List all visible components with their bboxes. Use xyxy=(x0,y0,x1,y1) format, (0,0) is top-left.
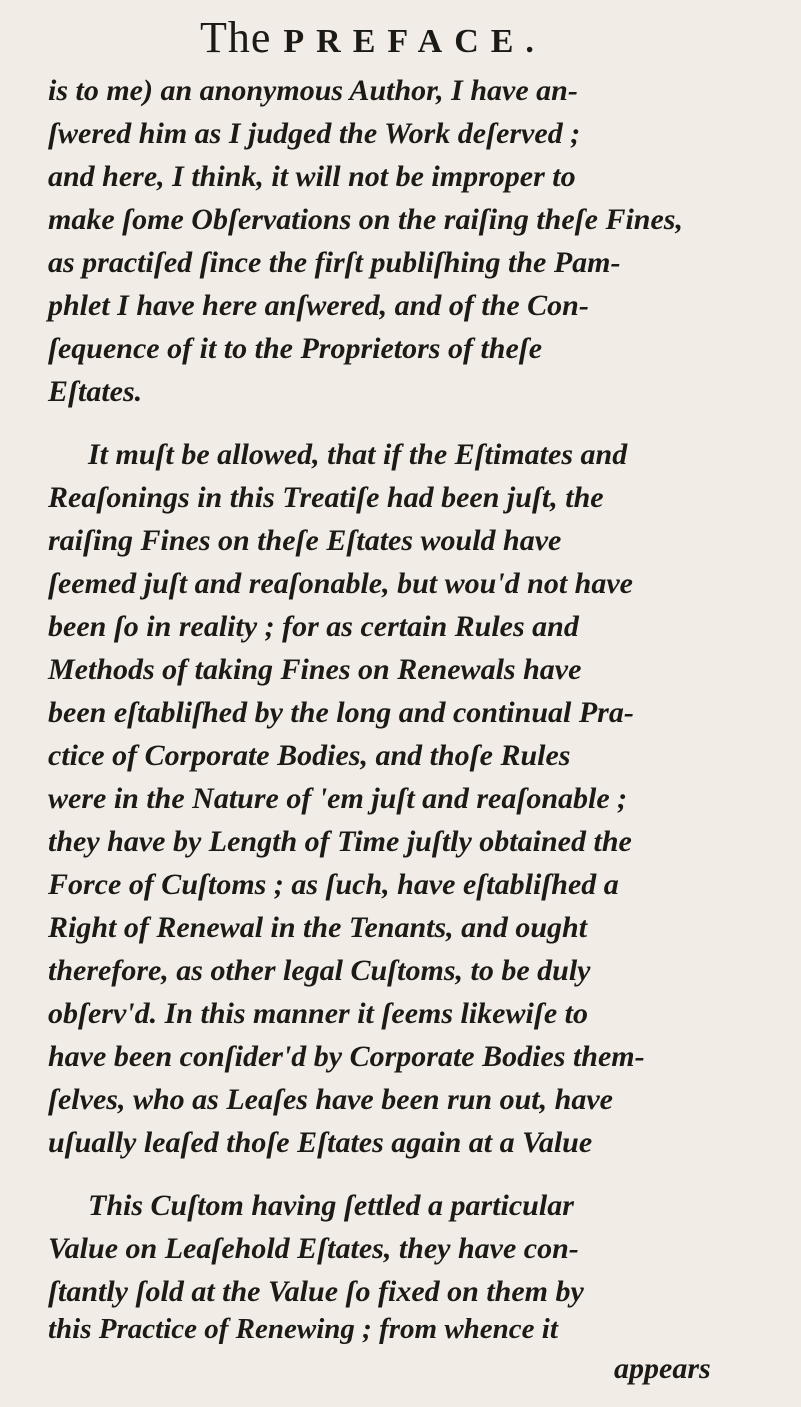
text-line: uſually leaſed thoſe Eſtates again at a Value xyxy=(48,1126,593,1159)
text-line: ctice of Corporate Bodies, and thoſe Rules xyxy=(48,739,571,772)
text-line: they have by Length of Time juſtly obtained the xyxy=(48,825,632,858)
text-line: this Practice of Renewing ; from whence it xyxy=(48,1313,558,1345)
text-line: therefore, as other legal Cuſtoms, to be duly xyxy=(48,954,591,987)
text-line: ſtantly ſold at the Value ſo fixed on them by xyxy=(48,1275,584,1308)
text-line: and here, I think, it will not be improper to xyxy=(48,160,576,193)
text-line: phlet I have here anſwered, and of the Con- xyxy=(48,289,589,322)
running-head-title: PREFACE. xyxy=(283,23,546,60)
text-line: raiſing Fines on theſe Eſtates would have xyxy=(48,524,562,557)
text-line: Reaſonings in this Treatiſe had been juſt, the xyxy=(48,481,604,514)
running-head xyxy=(200,12,546,63)
text-line: Methods of taking Fines on Renewals have xyxy=(48,653,582,686)
text-line: make ſome Obſervations on the raiſing theſe Fines, xyxy=(48,203,683,236)
text-line: were in the Nature of 'em juſt and reaſonable ; xyxy=(48,782,628,815)
text-line: ſeemed juſt and reaſonable, but wou'd not have xyxy=(48,567,633,600)
text-line: This Cuſtom having ſettled a particular xyxy=(88,1189,574,1222)
text-line: ſequence of it to the Proprietors of theſe xyxy=(48,332,543,365)
text-line: as practiſed ſince the firſt publiſhing the Pam- xyxy=(48,246,621,279)
catchword: appears xyxy=(614,1352,711,1385)
text-line: is to me) an anonymous Author, I have an- xyxy=(48,74,578,107)
text-line: been eſtabliſhed by the long and continual Pra- xyxy=(48,696,634,729)
text-line: been ſo in reality ; for as certain Rules and xyxy=(48,610,579,643)
text-line: obſerv'd. In this manner it ſeems likewiſe to xyxy=(48,997,588,1030)
text-line: ſwered him as I judged the Work deſerved ; xyxy=(48,117,581,150)
running-head-prefix: The xyxy=(200,13,272,62)
text-line: have been conſider'd by Corporate Bodies them- xyxy=(48,1040,645,1073)
text-line: It muſt be allowed, that if the Eſtimates and xyxy=(88,438,628,471)
text-line: Force of Cuſtoms ; as ſuch, have eſtabliſhed a xyxy=(48,868,619,901)
text-line: Eſtates. xyxy=(48,375,143,408)
text-line: Right of Renewal in the Tenants, and ought xyxy=(48,911,588,944)
text-line: Value on Leaſehold Eſtates, they have con- xyxy=(48,1232,579,1265)
text-line: ſelves, who as Leaſes have been run out, have xyxy=(48,1083,613,1116)
